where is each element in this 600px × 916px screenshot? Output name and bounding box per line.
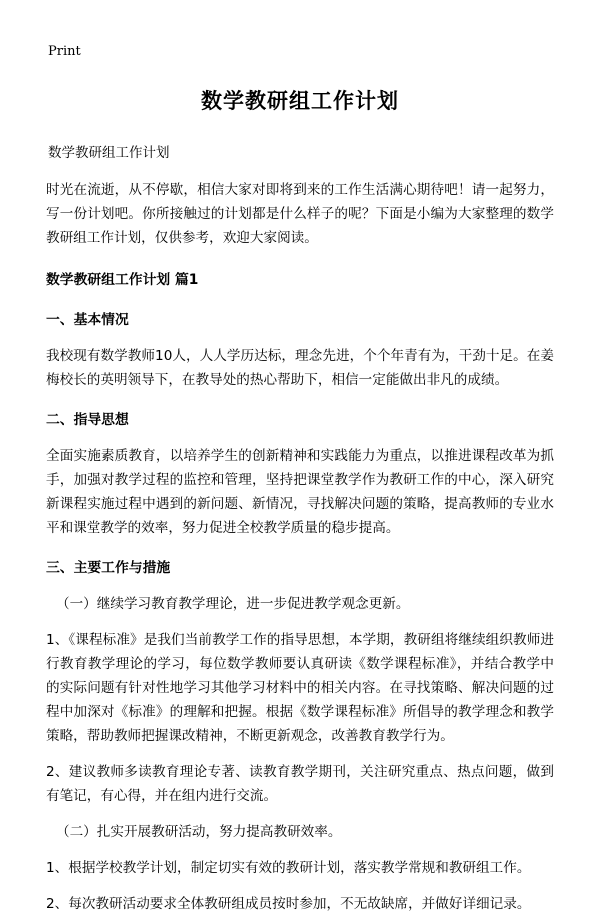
- section-3-paragraph-1: （一）继续学习教育教学理论，进一步促进教学观念更新。: [56, 596, 410, 612]
- section-heading-3: 三、主要工作与措施: [46, 560, 171, 576]
- section-3-paragraph-5: 1、根据学校教学计划，制定切实有效的教研计划，落实教学常规和教研组工作。: [46, 860, 531, 876]
- section-heading-2: 二、指导思想: [46, 412, 129, 428]
- section-3-paragraph-3: 2、建议教师多读教育理论专著、读教育教学期刊，关注研究重点、热点问题，做到有笔记，有心得，并在组内进行交流。: [46, 764, 554, 804]
- document-subtitle: 数学教研组工作计划: [48, 145, 170, 161]
- print-button[interactable]: Print: [48, 44, 81, 59]
- plan-heading: 数学教研组工作计划 篇1: [46, 272, 199, 288]
- intro-paragraph: 时光在流逝，从不停歇，相信大家对即将到来的工作生活满心期待吧！请一起努力，写一份计划吧。你所接触过的计划都是什么样子的呢？下面是小编为大家整理的数学教研组工作计划，仅供参考，欢迎大家阅读。: [46, 182, 554, 246]
- section-2-paragraph-1: 全面实施素质教育，以培养学生的创新精神和实践能力为重点，以推进课程改革为抓手，加强对教学过程的监控和管理，坚持把课堂教学作为教研工作的中心，深入研究新课程实施过程中遇到的新问题、新情况，寻找解决问题的策略，提高教师的专业水平和课堂教学的效率，努力促进全校教学质量的稳步提高。: [46, 448, 554, 536]
- section-3-paragraph-6: 2、每次教研活动要求全体教研组成员按时参加，不无故缺席，并做好详细记录。: [46, 896, 531, 912]
- section-1-paragraph-1: 我校现有数学教师10人，人人学历达标，理念先进，个个年青有为，干劲十足。在姜梅校长的英明领导下，在教导处的热心帮助下，相信一定能做出非凡的成绩。: [46, 348, 554, 388]
- page-title: 数学教研组工作计划: [201, 89, 399, 113]
- section-heading-1: 一、基本情况: [46, 312, 129, 328]
- section-3-paragraph-2: 1、《课程标准》是我们当前教学工作的指导思想，本学期，教研组将继续组织教师进行教育教学理论的学习，每位数学教师要认真研读《数学课程标准》，并结合教学中的实际问题有针对性地学习其他学习材料中的相关内容。在寻找策略、解决问题的过程中加深对《标准》的理解和把握。根据《数学课程标准》所倡导的教学理念和教学策略，帮助教师把握课改精神，不断更新观念，改善教育教学行为。: [46, 632, 554, 744]
- section-3-paragraph-4: （二）扎实开展教研活动，努力提高教研效率。: [56, 824, 342, 840]
